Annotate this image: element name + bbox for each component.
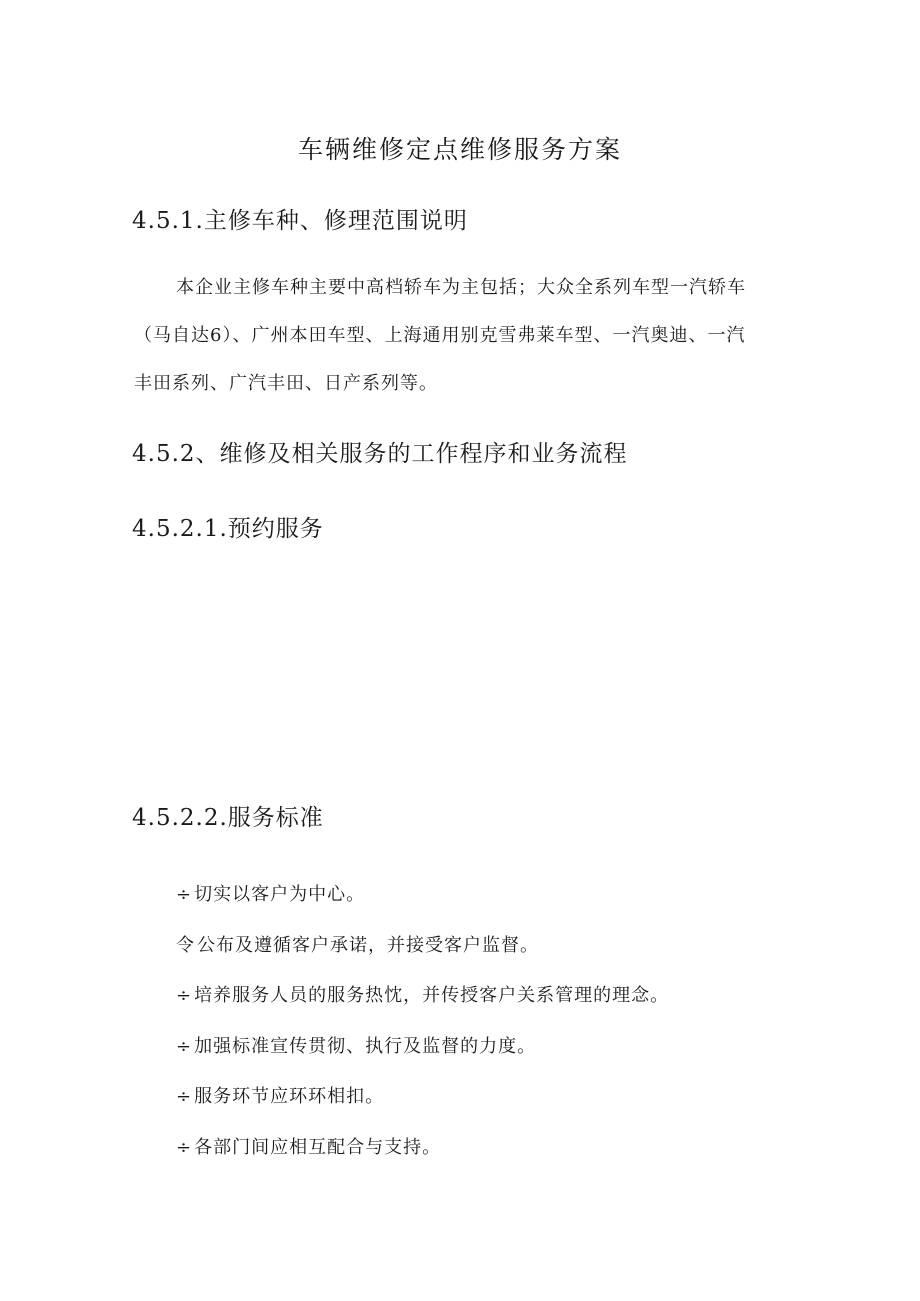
bullet-glyph: ÷ (176, 985, 193, 1006)
list-item (176, 921, 669, 972)
list-item-text: 公布及遵循客户承诺，并接受客户监督。 (197, 934, 539, 956)
paragraph-line: （马自达6）、广州本田车型、上海通用别克雪弗莱车型、一汽奥迪、一汽 (134, 325, 746, 346)
bullet-glyph: ÷ (176, 884, 193, 905)
bullet-glyph: ÷ (176, 1086, 193, 1107)
section-heading-4-5-2: 4.5.2、维修及相关服务的工作程序和业务流程 (132, 441, 628, 467)
bullet-glyph: ÷ (176, 1136, 193, 1158)
paragraph-line: 丰田系列、广汽丰田、日产系列等。 (134, 373, 438, 394)
list-item-text: 培养服务人员的服务热忱，并传授客户关系管理的理念。 (194, 985, 670, 1006)
list-item-text: 加强标准宣传贯彻、执行及监督的力度。 (194, 1035, 537, 1057)
list-item-text: 各部门间应相互配合与支持。 (194, 1136, 442, 1158)
repair-scope-paragraph (134, 264, 794, 408)
list-item (176, 1072, 669, 1123)
bullet-glyph: 令 (176, 934, 195, 956)
list-item-text: 服务环节应环环相扣。 (194, 1086, 385, 1107)
list-item (176, 1022, 669, 1073)
paragraph-line: 本企业主修车种主要中高档轿车为主包括；大众全系列车型一汽轿车 (176, 277, 746, 298)
list-item (176, 1123, 669, 1174)
section-heading-4-5-2-1: 4.5.2.1.预约服务 (132, 516, 324, 542)
document-title: 车辆维修定点维修服务方案 (297, 135, 622, 164)
section-heading-4-5-1: 4.5.1.主修车种、修理范围说明 (132, 208, 468, 234)
list-item-text: 切实以客户为中心。 (194, 884, 366, 905)
bullet-glyph: ÷ (176, 1035, 193, 1057)
list-item (176, 870, 669, 921)
service-standards-list (176, 870, 669, 1173)
section-heading-4-5-2-2: 4.5.2.2.服务标准 (132, 805, 324, 831)
list-item (176, 971, 669, 1022)
